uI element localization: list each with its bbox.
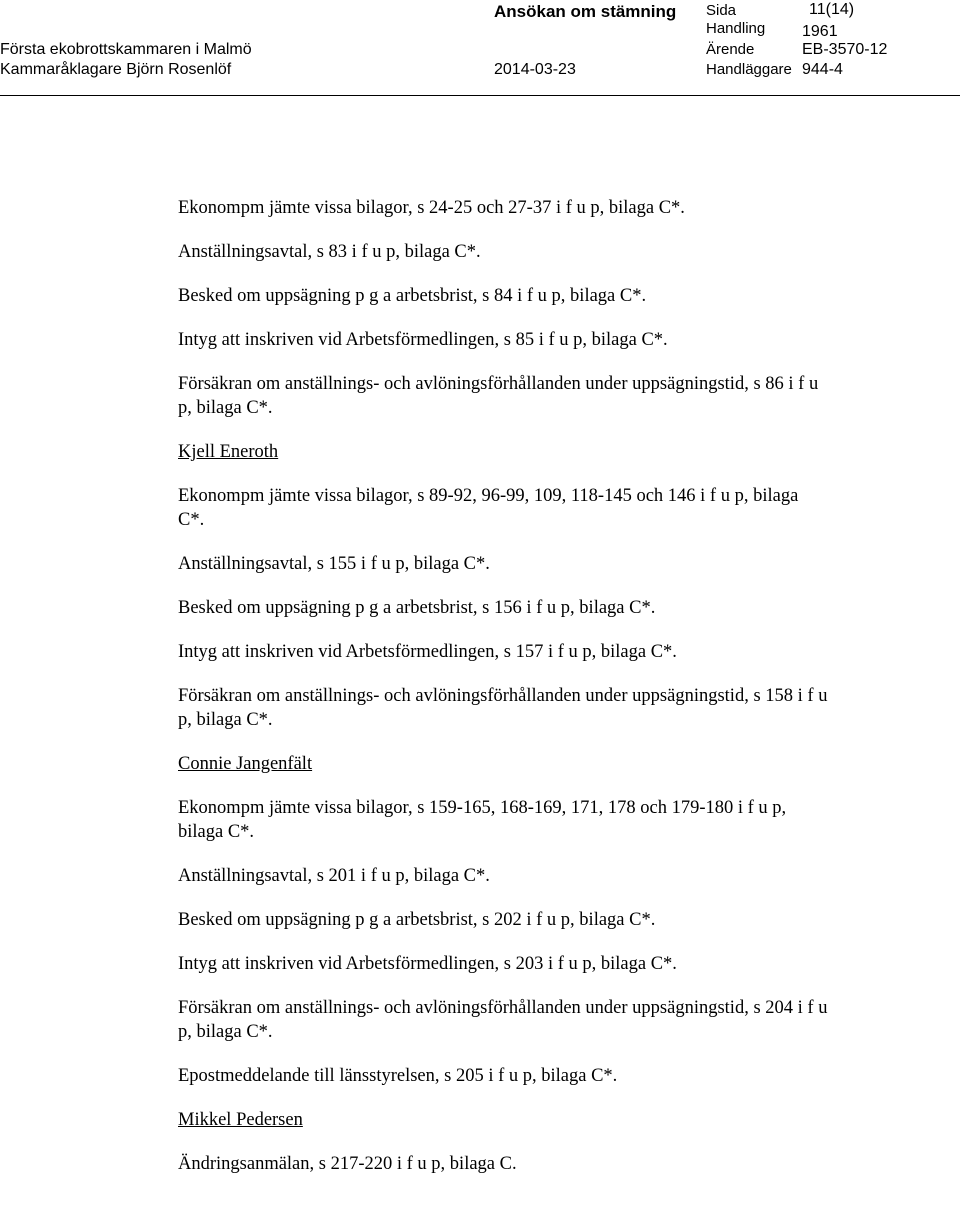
evidence-entry: Ekonompm jämte vissa bilagor, s 24-25 och 27-37 i f u p, bilaga C*.	[178, 198, 685, 218]
document-title: Ansökan om stämning	[494, 2, 677, 21]
evidence-entry: Försäkran om anställnings- och avlöningsförhållanden under uppsägningstid, s 158 i f u p, bilaga C*.	[178, 686, 828, 730]
person-heading-mikkel-pedersen: Mikkel Pedersen	[178, 1110, 303, 1130]
evidence-entry: Intyg att inskriven vid Arbetsförmedlingen, s 157 i f u p, bilaga C*.	[178, 642, 677, 662]
handling-label: Handling	[706, 20, 766, 37]
evidence-entry: Försäkran om anställnings- och avlöningsförhållanden under uppsägningstid, s 204 i f u p, bilaga C*.	[178, 998, 828, 1042]
document-body	[178, 196, 828, 1196]
document-header	[0, 0, 960, 96]
organization-name: Första ekobrottskammaren i Malmö	[0, 41, 252, 58]
evidence-entry: Intyg att inskriven vid Arbetsförmedlingen, s 203 i f u p, bilaga C*.	[178, 954, 677, 974]
evidence-entry: Anställningsavtal, s 83 i f u p, bilaga C*.	[178, 242, 481, 262]
header-divider	[0, 95, 960, 96]
evidence-entry: Intyg att inskriven vid Arbetsförmedlingen, s 85 i f u p, bilaga C*.	[178, 330, 668, 350]
evidence-entry: Anställningsavtal, s 201 i f u p, bilaga C*.	[178, 866, 490, 886]
person-heading-connie-jangenfalt: Connie Jangenfält	[178, 754, 313, 774]
page-number: 11(14)	[809, 1, 855, 18]
evidence-entry: Epostmeddelande till länsstyrelsen, s 205 i f u p, bilaga C*.	[178, 1066, 618, 1086]
handling-number: 1961	[802, 23, 838, 40]
document-date: 2014-03-23	[494, 61, 576, 78]
evidence-entry: Försäkran om anställnings- och avlöningsförhållanden under uppsägningstid, s 86 i f u p, bilaga C*.	[178, 374, 819, 418]
evidence-entry: Besked om uppsägning p g a arbetsbrist, s 84 i f u p, bilaga C*.	[178, 286, 647, 306]
evidence-entry: Besked om uppsägning p g a arbetsbrist, s 156 i f u p, bilaga C*.	[178, 598, 656, 618]
handlaggare-label: Handläggare	[706, 61, 792, 78]
person-heading-kjell-eneroth: Kjell Eneroth	[178, 442, 279, 462]
evidence-entry: Ändringsanmälan, s 217-220 i f u p, bilaga C.	[178, 1154, 517, 1174]
evidence-entry: Besked om uppsägning p g a arbetsbrist, s 202 i f u p, bilaga C*.	[178, 910, 656, 930]
author-name: Kammaråklagare Björn Rosenlöf	[0, 61, 232, 78]
arende-label: Ärende	[706, 41, 755, 58]
evidence-entry: Anställningsavtal, s 155 i f u p, bilaga C*.	[178, 554, 490, 574]
page-label: Sida	[706, 2, 737, 19]
evidence-entry: Ekonompm jämte vissa bilagor, s 89-92, 96-99, 109, 118-145 och 146 i f u p, bilaga C*.	[178, 486, 799, 530]
arende-number: EB-3570-12	[802, 41, 888, 58]
evidence-entry: Ekonompm jämte vissa bilagor, s 159-165, 168-169, 171, 178 och 179-180 i f u p, bilaga C*.	[178, 798, 787, 842]
handlaggare-number: 944-4	[802, 61, 843, 78]
